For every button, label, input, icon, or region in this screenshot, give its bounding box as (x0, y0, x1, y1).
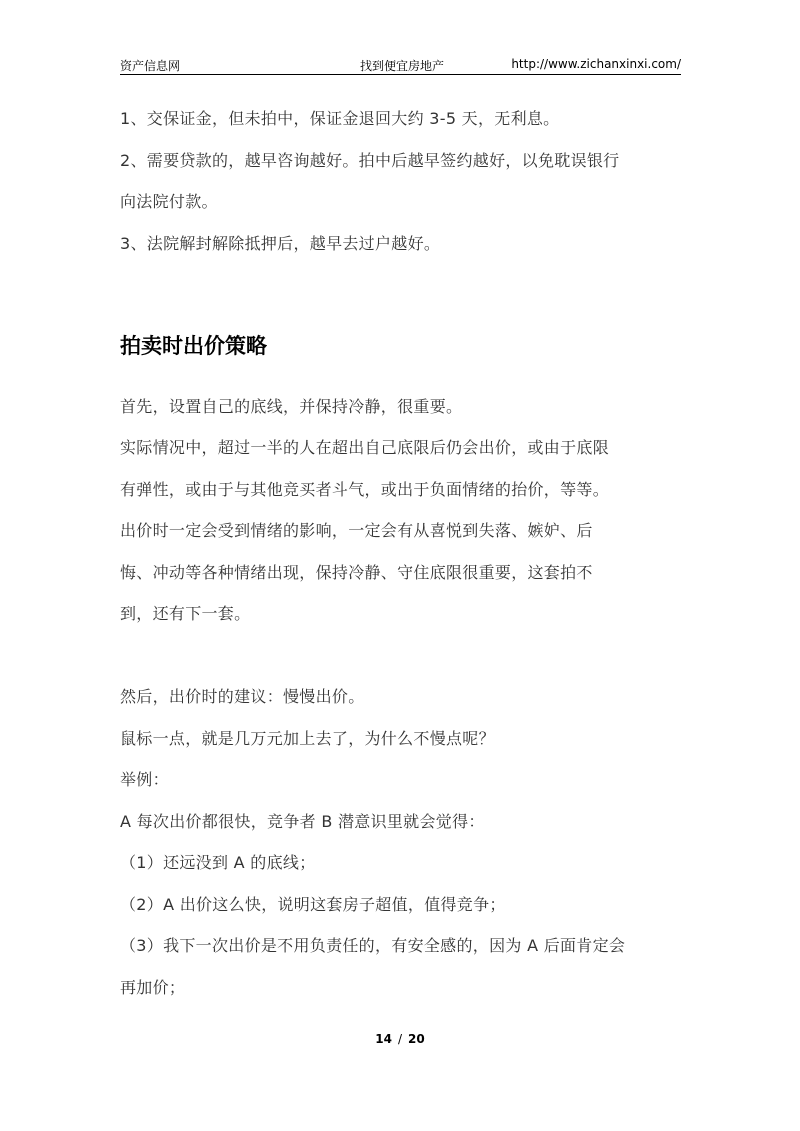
body-line: A 每次出价都很快，竞争者 B 潜意识里就会觉得： (120, 812, 485, 831)
page-footer (0, 1032, 800, 1046)
body-line: 再加价； (120, 978, 186, 997)
body-line: 实际情况中，超过一半的人在超出自己底限后仍会出价，或由于底限 (120, 438, 610, 457)
body-line: （1）还远没到 A 的底线； (120, 853, 316, 872)
body-line: 出价时一定会受到情绪的影响，一定会有从喜悦到失落、嫉妒、后 (120, 521, 593, 540)
header-slogan: 找到便宜房地产 (360, 59, 445, 73)
body-line: 有弹性，或由于与其他竞买者斗气，或出于负面情绪的抬价，等等。 (120, 480, 610, 499)
page-header (120, 52, 681, 75)
body-line: 首先，设置自己的底线，并保持冷静，很重要。 (120, 397, 463, 416)
page-number-separator: / (397, 1032, 403, 1046)
page-number-total: 20 (408, 1032, 425, 1046)
body-line: 悔、冲动等各种情绪出现，保持冷静、守住底限很重要，这套拍不 (120, 563, 593, 582)
body-line: （3）我下一次出价是不用负责任的，有安全感的，因为 A 后面肯定会 (120, 936, 626, 955)
intro-line: 2、需要贷款的，越早咨询越好。拍中后越早签约越好，以免耽误银行 (120, 151, 620, 170)
header-url: http://www.zichanxinxi.com/ (511, 57, 681, 71)
intro-line: 向法院付款。 (120, 192, 218, 211)
page-number-current: 14 (375, 1032, 392, 1046)
body-line: 然后，出价时的建议：慢慢出价。 (120, 687, 365, 706)
intro-line: 3、法院解封解除抵押后，越早去过户越好。 (120, 234, 441, 253)
header-site-name: 资产信息网 (120, 59, 181, 73)
body-line: （2）A 出价这么快，说明这套房子超值，值得竞争； (120, 895, 506, 914)
intro-line: 1、交保证金，但未拍中，保证金退回大约 3-5 天，无利息。 (120, 109, 560, 128)
body-line: 鼠标一点，就是几万元加上去了，为什么不慢点呢？ (120, 729, 495, 748)
body-line: 到，还有下一套。 (120, 604, 251, 623)
body-line: 举例： (120, 770, 169, 789)
section-title: 拍卖时出价策略 (120, 334, 267, 358)
